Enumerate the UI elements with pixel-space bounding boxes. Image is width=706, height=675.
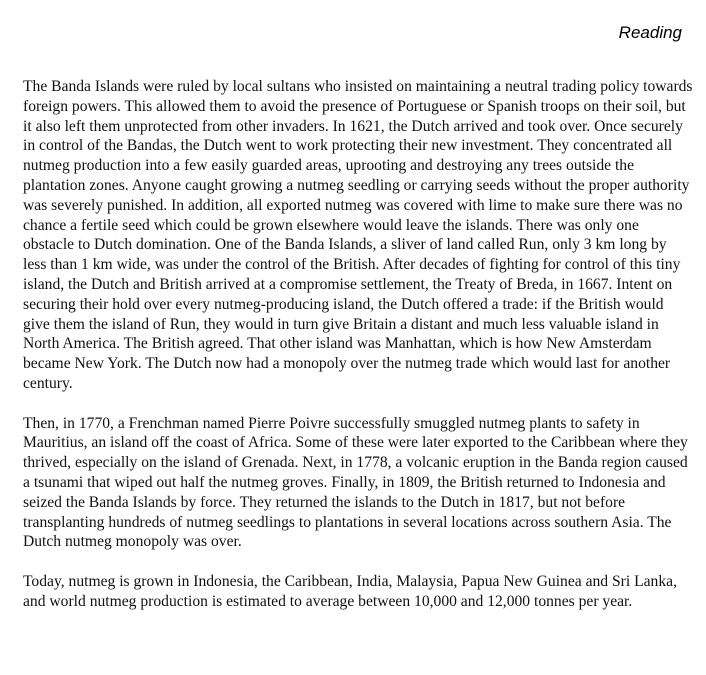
paragraph-2: Then, in 1770, a Frenchman named Pierre Poivre successfully smuggled nutmeg plants to safety in Mauritius, an island off the coast of Africa. Some of these were later exported to the Caribbean where they thrived, especially on the island of Grenada. Next, in 1778, a volcanic eruption in the Banda region caused a tsunami that wiped out half the nutmeg groves. Finally, in 1809, the British returned to Indonesia and seized the Banda Islands by force. They returned the islands to the Dutch in 1817, but not before transplanting hundreds of nutmeg seedlings to plantations in several locations across southern Asia. The Dutch nutmeg monopoly was over. [23,414,688,551]
paragraph-3: Today, nutmeg is grown in Indonesia, the Caribbean, India, Malaysia, Papua New Guinea and Sri Lanka, and world nutmeg production is estimated to average between 10,000 and 12,000 tonnes per year. [23,572,677,610]
paragraph-1: The Banda Islands were ruled by local sultans who insisted on maintaining a neutral trading policy towards foreign powers. This allowed them to avoid the presence of Portuguese or Spanish troops on their soil, but it also left them unprotected from other invaders. In 1621, the Dutch arrived and took over. Once securely in control of the Bandas, the Dutch went to work protecting their new investment. They concentrated all nutmeg production into a few easily guarded areas, uprooting and destroying any trees outside the plantation zones. Anyone caught growing a nutmeg seedling or carrying seeds without the proper authority was severely punished. In addition, all exported nutmeg was covered with lime to make sure there was no chance a fertile seed which could be grown elsewhere would leave the islands. There was only one obstacle to Dutch domination. One of the Banda Islands, a sliver of land called Run, only 3 km long by less than 1 km wide, was under the control of the British. After decades of fighting for control of this tiny island, the Dutch and British arrived at a compromise settlement, the Treaty of Breda, in 1667. Intent on securing their hold over every nutmeg-producing island, the Dutch offered a trade: if the British would give them the island of Run, they would in turn give Britain a distant and much less valuable island in North America. The British agreed. That other island was Manhattan, which is how New Amsterdam became New York. The Dutch now had a monopoly over the nutmeg trade which would last for another century. [23,78,693,392]
article-body [23,77,693,631]
section-label: Reading [618,23,682,42]
